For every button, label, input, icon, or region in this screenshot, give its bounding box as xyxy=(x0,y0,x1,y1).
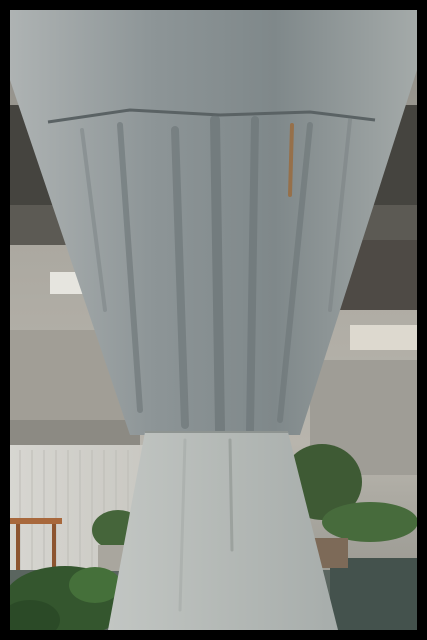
ground-right xyxy=(330,558,417,630)
skylight-right xyxy=(350,325,417,350)
photo-illustration xyxy=(10,10,417,630)
concrete-column-photo xyxy=(10,10,417,630)
foreground-foliage xyxy=(10,566,127,630)
left-wall-shadow xyxy=(10,420,140,445)
